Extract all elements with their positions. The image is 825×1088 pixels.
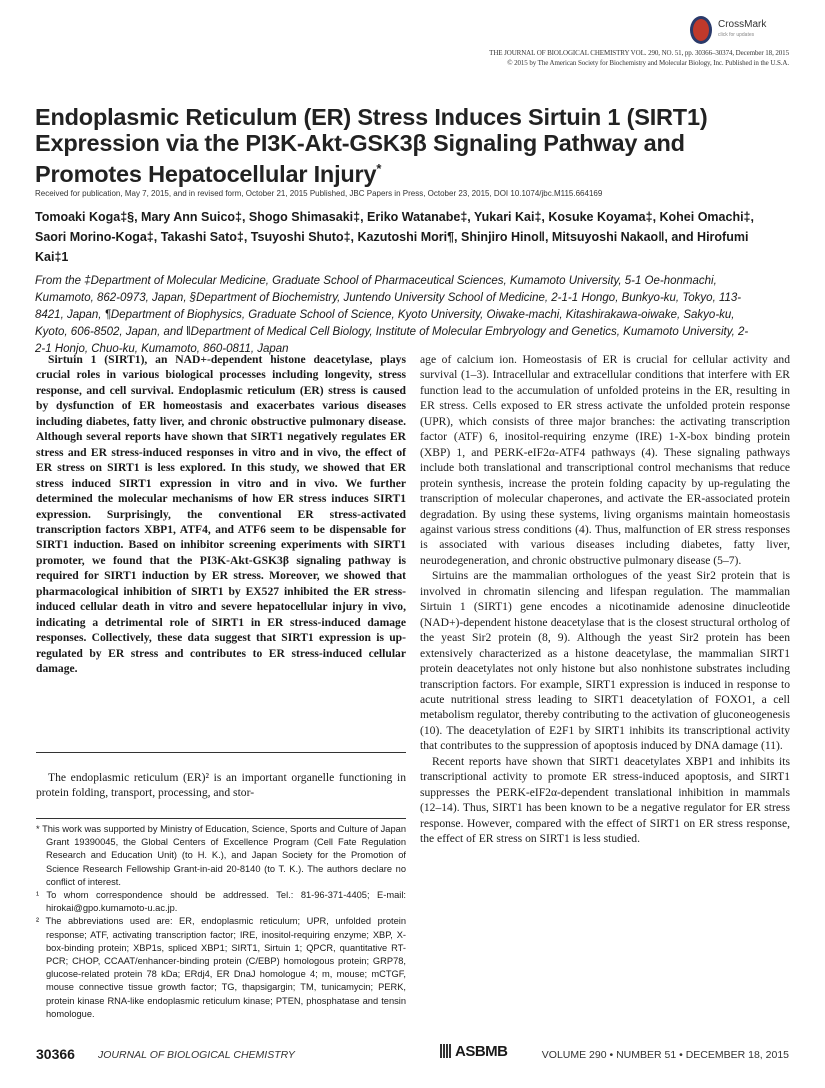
- footer-journal-name: JOURNAL OF BIOLOGICAL CHEMISTRY: [98, 1049, 295, 1061]
- introduction: [36, 770, 406, 801]
- crossmark-badge[interactable]: [690, 14, 800, 48]
- received-line: Received for publication, May 7, 2015, and in revised form, October 21, 2015 Published, JBC Papers in Press, October 23, 2015, DOI 10.1074/jbc.M115.664169: [35, 189, 603, 198]
- right-column: [420, 352, 790, 847]
- journal-line-1: THE JOURNAL OF BIOLOGICAL CHEMISTRY VOL. 290, NO. 51, pp. 30366–30374, December 18, 2015: [489, 49, 789, 57]
- title-footnote-mark: *: [376, 161, 382, 176]
- journal-line-2: © 2015 by The American Society for Biochemistry and Molecular Biology, Inc. Published in the U.S.A.: [507, 59, 789, 67]
- asbmb-logo-icon: [440, 1044, 452, 1058]
- crossmark-icon: [690, 16, 712, 44]
- crossmark-sub: click for updates: [718, 32, 755, 38]
- footnotes: [36, 823, 406, 1021]
- asbmb-logo: [440, 1043, 508, 1060]
- body-paragraph: age of calcium ion. Homeostasis of ER is crucial for cellular activity and survival (1–3). Intracellular and extracellular conditions that interfere with ER function lead to the accumulation of unfolded proteins in the ER, resulting in ER stress. Cells exposed to ER stress activate the unfolded protein response (UPR), which consists of three major branches: the activating transcription factor (ATF) 6, inositol-requiring enzyme (IRE) 1-X-box binding protein (XBP) 1, and PERK-eIF2α-ATF4 pathways (4). These signaling pathways include both translational and transcriptional control mechanisms that reduce protein synthesis, increase the protein folding capacity by up-regulating the transcription of molecular chaperones, and activate the ER-associated protein degradation. By using these systems, living organisms maintain homeostasis against various stress conditions (4). Thus, malfunction of ER stress responses is associated with various diseases including diabetes, fatty liver, neurodegeneration, and chronic obstructive pulmonary disease (5–7).: [420, 353, 790, 567]
- author-list: Tomoaki Koga‡§, Mary Ann Suico‡, Shogo Shimasaki‡, Eriko Watanabe‡, Yukari Kai‡, Kosuke Koyama‡, Kohei Omachi‡, Saori Morino-Koga‡, Takashi Sato‡, Tsuyoshi Shuto‡, Kazutoshi Mori¶, Shinjiro Hino‖, Mitsuyoshi Nakao‖, and Hirofumi Kai‡1: [35, 210, 754, 264]
- abstract: [36, 352, 406, 677]
- abstract-text: Sirtuin 1 (SIRT1), an NAD+-dependent histone deacetylase, plays crucial roles in various biological processes including longevity, stress response, and cell survival. Endoplasmic reticulum (ER) stress is caused by dysfunction of ER homeostasis and exacerbates various diseases including diabetes, fatty liver, and chronic obstructive pulmonary disease. Although several reports have shown that SIRT1 negatively regulates ER stress and ER stress-induced responses in vitro and in vivo, the effect of ER stress on SIRT1 is less explored. In this study, we showed that ER stress induced SIRT1 expression in vitro and in vivo. We further determined the molecular mechanisms of how ER stress induces SIRT1 expression. Surprisingly, the conventional ER stress-activated transcription factors XBP1, ATF4, and ATF6 seem to be dispensable for SIRT1 induction. Based on inhibitor screening experiments with SIRT1 promoter, we found that the PI3K-Akt-GSK3β signaling pathway is required for SIRT1 induction by ER stress. Moreover, we showed that pharmacological inhibition of SIRT1 by EX527 inhibited the ER stress-induced cellular death in vitro and severe hepatocellular injury in vivo, indicating a detrimental role of SIRT1 in ER stress-induced damage responses. Collectively, these data suggest that SIRT1 expression is up-regulated by ER stress and contributes to ER stress-induced cellular damage.: [36, 353, 406, 676]
- journal-citation: [489, 48, 789, 68]
- intro-paragraph: The endoplasmic reticulum (ER)² is an important organelle functioning in protein folding, transport, processing, and stor-: [36, 771, 406, 800]
- footnote-funding: * This work was supported by Ministry of Education, Science, Sports and Culture of Japan Grant 19390045, the Global Centers of Excellence Program (Cell Fate Regulation Research and Education Unit) (to H. K.), and Japan Society for the Promotion of Science Research Fellowship Grant-in-aid 20-8140 (to T. K.). The authors declare no conflict of interest.: [36, 824, 406, 887]
- body-paragraph: Sirtuins are the mammalian orthologues of the yeast Sir2 protein that is involved in chromatin silencing and lifespan regulation. The mammalian Sirtuin 1 (SIRT1) gene encodes a nicotinamide adenosine dinucleotide (NAD+)-dependent histone deacetylase that is the closest structural ortholog of the yeast Sir2 protein (8, 9). Although the yeast Sir2 protein has been extensively characterized as a histone deacetylase, the mammalian SIRT1 protein deacetylates not only histone but also nonhistone substrates including transcription factors. For example, SIRT1 expression is induced in response to acute nutritional stress leading to SIRT1 deacetylation of FOXO1, a cell metabolism regulator, thereby contributing to the activation of gluconeogenesis (10). The deacetylation of E2F1 by SIRT1 inhibits its transcriptional activity that contributes to the suppression of apoptosis induced by DNA damage (11).: [420, 569, 790, 753]
- footnote-abbreviations: ² The abbreviations used are: ER, endoplasmic reticulum; UPR, unfolded protein response; ATF, activating transcription factor; IRE, inositol-requiring enzyme; XBP, X-box-binding protein; XBP1s, spliced XBP1; SIRT1, Sirtuin 1; QPCR, quantitative RT-PCR; CHOP, CCAAT/enhancer-binding protein (C/EBP) homologous protein; GRP78, glucose-related protein 78 kDa; ERdj4, ER DnaJ homologue 4; m, mouse; mCTGF, mouse connective tissue growth factor; TG, thapsigargin; TM, tunicamycin; PERK, protein kinase RNA-like endoplasmic reticulum kinase; PTEN, phosphatase and tensin homologue.: [36, 916, 406, 1019]
- title-text: Endoplasmic Reticulum (ER) Stress Induces Sirtuin 1 (SIRT1) Expression via the PI3K-Akt-GSK3β Signaling Pathway and Promotes Hepatocellular Injury: [35, 104, 708, 187]
- footnote-divider: [36, 818, 406, 819]
- page-number: 30366: [36, 1046, 75, 1062]
- article-title: [35, 104, 795, 187]
- crossmark-label: CrossMark: [718, 19, 767, 30]
- body-paragraph: Recent reports have shown that SIRT1 deacetylates XBP1 and inhibits its transcriptional activity to promote ER stress-induced apoptosis, and SIRT1 suppresses the PERK-eIF2α-dependent translational inhibition in mammals (12–14). Thus, SIRT1 has been known to be a negative regulator for ER stress response. However, compared with the effect of SIRT1 on ER stress response, the effect of ER stress on SIRT1 is less studied.: [420, 754, 790, 846]
- footnote-correspondence: ¹ To whom correspondence should be addressed. Tel.: 81-96-371-4405; E-mail: hirokai@gpo.kumamoto-u.ac.jp.: [36, 890, 406, 914]
- abstract-divider: [36, 752, 406, 753]
- asbmb-logo-text: ASBMB: [455, 1043, 508, 1060]
- affiliations: From the ‡Department of Molecular Medicine, Graduate School of Pharmaceutical Sciences, Kumamoto University, 5-1 Oe-honmachi, Kumamoto, 862-0973, Japan, §Department of Biochemistry, Juntendo University School of Medicine, 2-1-1 Hongo, Bunkyo-ku, Tokyo, 113-8421, Japan, ¶Department of Biophysics, Graduate School of Science, Kyoto University, Oiwake-machi, Kitashirakawa-oiwake, Sakyo-ku, Kyoto, 606-8502, Japan, and ‖Department of Medical Cell Biology, Institute of Molecular Embryology and Genetics, Kumamoto University, 2-2-1 Honjo, Chuo-ku, Kumamoto, 860-0811, Japan: [35, 275, 749, 355]
- footer-volume-info: VOLUME 290 • NUMBER 51 • DECEMBER 18, 2015: [541, 1049, 789, 1061]
